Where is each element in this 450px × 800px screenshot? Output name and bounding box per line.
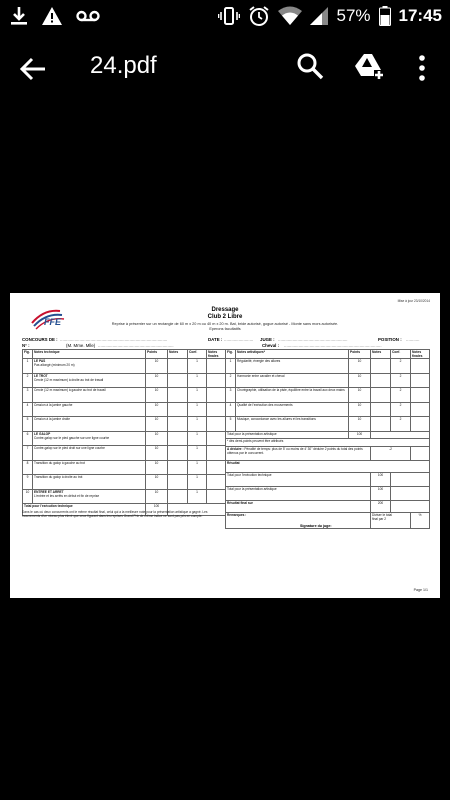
app-toolbar [0,34,450,100]
table-row [226,388,430,403]
col-notes-artistiques: Notes artistiques* [236,350,349,359]
coef-cell: 1 [188,388,207,403]
deduction-row [226,446,430,460]
coef-cell: 1 [188,489,207,504]
notes-cell[interactable] [168,388,188,403]
movement-cell [33,359,146,374]
final-result-row [226,500,430,512]
deduction-label: A déduire : [227,446,244,451]
section-head: ENTREE ET ARRET [34,489,64,494]
search-button[interactable] [296,52,324,80]
col-coef: Coef. [188,350,207,359]
coef-cell: 1 [188,402,207,417]
points-cell: 10 [146,417,168,432]
points-cell: 10 [146,475,168,490]
table-row [226,402,430,417]
final-notes-cell[interactable] [411,359,430,374]
final-div-text: final par 2 [372,516,386,521]
fig-number: 8 [23,460,33,475]
deduction-value: -2 [371,446,411,460]
artistic-note-row [226,438,430,446]
percent-sign: % [411,512,430,528]
points-cell: 10 [146,431,168,446]
date-label: DATE : [208,337,223,342]
remarks-cell [226,512,371,528]
alarm-icon [248,5,270,27]
criterion-text: Régularité, énergie des allures [236,359,349,374]
table-row [23,475,226,490]
final-notes-cell[interactable] [207,402,226,417]
deduction-text: Pénalité de temps: plus de 5' ou moins de 4' 30" déduire 2 points du total des points obtenus par le concurrent. [227,446,363,455]
final-result-value: 200 [371,500,391,512]
fig-number: 5 [23,417,33,432]
logo-text: FFE [44,317,61,327]
movement-text: Transition du galop à gauche au trot [34,460,85,465]
movement-cell [33,475,146,490]
criterion-text: Chorégraphie, utilisation de la piste, équilibre entre la travail aux deux mains [236,388,349,403]
doc-update-date: Mise à jour 23/10/2014 [397,299,430,303]
fig-number: 4 [226,402,236,417]
points-cell: 10 [146,446,168,461]
pdf-page[interactable]: Mise à jour 23/10/2014 FFE Dressage Club 2 Libre Reprise à présenter sur un rectangle de 60 m x 20 m ou 40 m x 20 m. Bat, bride autorisé, gogue autorisé - Monte sans mors autorisée. Eperons facultatifs CONCOURS DE : ........................................................................................ DATE : ........................ JUGE : ......................................................... POSITION : ........... N° : (M. Mme. Mlle) .............................................................. Cheval : ................................................................................ Fig. Notes technique Points Notes Coef. Notes finales 1 LE PAS Pas allongé (minimum 20 m) 10 1 2 LE TROT Cercle (12 m maximum) à droite au trot de travail 10 1 3 Cercle (12 m maximum) à gauche au trot de travail 10 1 4 Cession à la jambe gauche 10 1 5 Cession à la jambe droite 10 1 6 LE GALOP Contre-galop sur le pied gauche sur une ligne courbe 10 1 7 Contre-galop sur le pied droit sur une ligne courbe 10 1 8 Transition du galop à gauche au trot 10 1 9 Transition du galop à droite au trot 10 1 10 ENTREE ET ARRET L'entrée et les arrêts en début et fin de reprise 10 1 Total pour l'exécution technique 100 Fig. Notes artistiques* Points Notes Coef. Notes finales 1 Régularité, énergie des allures 10 2 2 Harmonie entre cavalier et cheval 10 2 3 Chorégraphie, utilisation de la piste, équilibre entre la travail aux deux mains 10 2 4 Qualité de l'exécution des mouvements 10 2 5 Musique, concordance avec les allures et les transitions 10 2 Total pour la présentation artistique 100 * dès demi-points peuvent être attribués A déduire : Pénalité de temps: plus de 5' ou moins de 4' 30" déduire 2 points du total des points obtenus par le concurrent. -2 Résultat Total pour l'exécution technique 100 Total pour la présentation artistique 100 Résultat final sur 200 Remarques : Diviser le total final par 2 % Dans le cas où deux concurrents ont le même résultat final, celui qui a la meilleure note pour la présentation artistique a gagné. Les mouvements d'un niveau plus élevé que ceux figurant dans les reprises Grand Prix de même indice ne sont pas pris en compte. Signature du juge: Page 1/1 [10,293,440,598]
section-head: LE PAS [34,359,46,363]
arrow-back-icon [18,54,48,84]
vibrate-icon [218,6,240,26]
points-cell: 10 [146,388,168,403]
left-table-header [23,350,226,359]
criterion-text: Harmonie entre cavalier et cheval [236,373,349,388]
coef-cell: 1 [188,359,207,374]
doc-title-line1: Dressage [211,307,239,313]
total-exec-label: Total pour l'exécution technique [226,472,371,486]
fig-number: 1 [226,359,236,374]
total-artistic-label: Total pour la présentation artistique [226,431,349,438]
final-notes-cell[interactable] [207,446,226,461]
table-row [23,402,226,417]
notes-cell[interactable] [168,489,188,504]
col-fig: Fig. [23,350,33,359]
horse-label: Cheval : [262,343,280,348]
table-row [23,373,226,388]
total-pres-value: 100 [371,486,391,500]
notes-cell[interactable] [168,431,188,446]
download-icon [10,6,28,26]
battery-icon [379,6,391,26]
right-table-header [226,350,430,359]
position-label: POSITION : [378,337,402,342]
fig-number: 4 [23,402,33,417]
notes-cell[interactable] [168,475,188,490]
final-notes-cell[interactable] [411,373,430,388]
notes-cell[interactable] [371,417,391,432]
result-row [226,460,430,472]
table-row [23,431,226,446]
movement-text: Contre-galop sur le pied gauche sur une ligne courbe [34,435,110,440]
notes-cell[interactable] [168,417,188,432]
points-cell: 10 [146,373,168,388]
page-number: Page 1/1 [413,588,428,592]
back-button[interactable] [18,54,48,84]
notes-cell[interactable] [371,359,391,374]
section-head: LE GALOP [34,431,51,436]
more-options-button[interactable] [416,54,428,82]
clock-time: 17:45 [398,6,442,25]
coef-cell: 1 [188,460,207,475]
notes-cell[interactable] [168,373,188,388]
search-icon [296,52,324,80]
table-row [23,417,226,432]
warning-icon [42,7,62,25]
points-cell: 10 [146,489,168,504]
col-fig-right: Fig. [226,350,236,359]
fig-number: 6 [23,431,33,446]
points-cell: 10 [146,359,168,374]
table-row [23,446,226,461]
fig-number: 1 [23,359,33,374]
concours-label: CONCOURS DE : [22,337,58,342]
more-vert-icon [416,54,428,82]
movement-cell [33,388,146,403]
points-cell: 10 [146,460,168,475]
total-artistic-value: 100 [349,431,371,438]
col-notes-finales-right: Notes finales [411,350,430,359]
coef-cell: 1 [188,475,207,490]
coef-cell: 1 [188,446,207,461]
status-bar [0,0,450,34]
final-result-label: Résultat final sur [226,500,371,512]
points-cell: 10 [146,402,168,417]
technical-scores-table [22,349,226,516]
total-artistic-row [226,431,430,438]
movement-text: Cercle (12 m maximum) à droite au trot de travail [34,377,104,382]
coef-cell: 2 [391,402,411,417]
movement-text: Pas allongé (minimum 20 m) [34,363,75,367]
table-row [23,460,226,475]
coef-cell: 2 [391,417,411,432]
wifi-icon [278,6,302,26]
col-notes-finales: Notes finales [207,350,226,359]
civility-text: (M. Mme. Mlle) [66,343,96,348]
fig-number: 7 [23,446,33,461]
tie-break-note: Dans le cas où deux concurrents ont le même résultat final, celui qui a la meilleure note pour la présentation artistique a gagné. Les mouvements d'un niveau plus élevé que ceux figurant dans les reprises Grand Prix de même indice ne sont pas pris en compte. [22,510,208,518]
coef-cell: 2 [391,373,411,388]
movement-text: Cession à la jambe droite [34,417,70,421]
total-tech-left-label: Total pour l'exécution technique [23,504,146,516]
movement-cell [33,489,146,504]
movement-cell [33,417,146,432]
criterion-text: Musique, concordance avec les allures et les transitions [236,417,349,432]
notes-cell[interactable] [168,402,188,417]
final-notes-cell[interactable] [207,388,226,403]
col-coef-right: Coef. [391,350,411,359]
movement-cell [33,402,146,417]
add-to-drive-button[interactable] [354,52,384,82]
fig-number: 9 [23,475,33,490]
signature-label: Signature du juge: [300,524,332,528]
drive-add-icon [354,52,384,82]
coef-cell: 2 [391,388,411,403]
movement-cell [33,446,146,461]
notes-cell[interactable] [168,460,188,475]
total-exec-value: 100 [371,472,391,486]
movement-text: Cession à la jambe gauche [34,402,73,407]
divide-cell [371,512,411,528]
total-tech-left-value: 100 [146,504,168,516]
points-cell: 10 [349,373,371,388]
points-cell: 10 [349,402,371,417]
movement-cell [33,373,146,388]
movement-text: Contre-galop sur le pied droit sur une ligne courbe [34,446,105,450]
fig-number: 3 [23,388,33,403]
final-notes-cell[interactable] [207,475,226,490]
notes-cell[interactable] [371,388,391,403]
points-cell: 10 [349,359,371,374]
doc-subtitle: Reprise à présenter sur un rectangle de 60 m x 20 m ou 40 m x 20 m. Bat, bride autorisé, gogue autorisé - Monte sans mors autorisée. Eperons facultatifs [111,322,339,331]
final-notes-cell[interactable] [207,373,226,388]
final-notes-cell[interactable] [207,359,226,374]
col-points-right: Points [349,350,371,359]
final-notes-cell[interactable] [411,417,430,432]
movement-text: Transition du galop à droite au trot [34,475,83,479]
notes-cell[interactable] [371,402,391,417]
movement-cell [33,431,146,446]
col-notes: Notes [168,350,188,359]
notes-cell[interactable] [168,359,188,374]
coef-cell: 2 [391,359,411,374]
section-head: LE TROT [34,373,48,378]
final-notes-cell[interactable] [411,402,430,417]
fig-number: 2 [226,373,236,388]
movement-text: Cercle (12 m maximum) à gauche au trot de travail [34,388,106,392]
fig-number: 2 [23,373,33,388]
movement-cell [33,460,146,475]
notes-cell[interactable] [168,446,188,461]
notes-cell[interactable] [371,373,391,388]
col-notes-right: Notes [371,350,391,359]
signal-icon [310,7,328,25]
total-exec-row [226,472,430,486]
remarks-label: Remarques : [227,512,247,517]
final-notes-cell[interactable] [411,388,430,403]
doc-title-line2: Club 2 Libre [207,314,243,320]
deduction-cell [226,446,371,460]
points-cell: 10 [349,417,371,432]
voicemail-icon [76,9,100,23]
coef-cell: 1 [188,431,207,446]
fig-number: 10 [23,489,33,504]
col-points: Points [146,350,168,359]
points-cell: 10 [349,388,371,403]
table-row [23,489,226,504]
movement-text: L'entrée et les arrêts en début et fin de reprise [34,493,100,498]
total-pres-row [226,486,430,500]
final-notes-cell[interactable] [207,431,226,446]
artistic-note: * dès demi-points peuvent être attribués [226,438,430,446]
document-title: 24.pdf [90,52,157,79]
criterion-text: Qualité de l'exécution des mouvements [236,402,349,417]
table-row [226,373,430,388]
coef-cell: 1 [188,373,207,388]
table-row [23,359,226,374]
result-label: Résultat [226,460,430,472]
final-notes-cell[interactable] [207,489,226,504]
juge-label: JUGE : [260,337,275,342]
fig-number: 5 [226,417,236,432]
col-notes-technique: Notes technique [33,350,146,359]
artistic-scores-table [225,349,430,529]
battery-percent: 57% [336,6,371,25]
table-row [226,359,430,374]
fig-number: 3 [226,388,236,403]
total-pres-label: Total pour la présentation artistique [226,486,371,500]
rider-number-label: N° : [22,343,30,348]
final-notes-cell[interactable] [207,460,226,475]
divide-text: Diviser le total [372,512,393,517]
table-row [23,388,226,403]
coef-cell: 1 [188,417,207,432]
final-notes-cell[interactable] [207,417,226,432]
table-row [226,417,430,432]
